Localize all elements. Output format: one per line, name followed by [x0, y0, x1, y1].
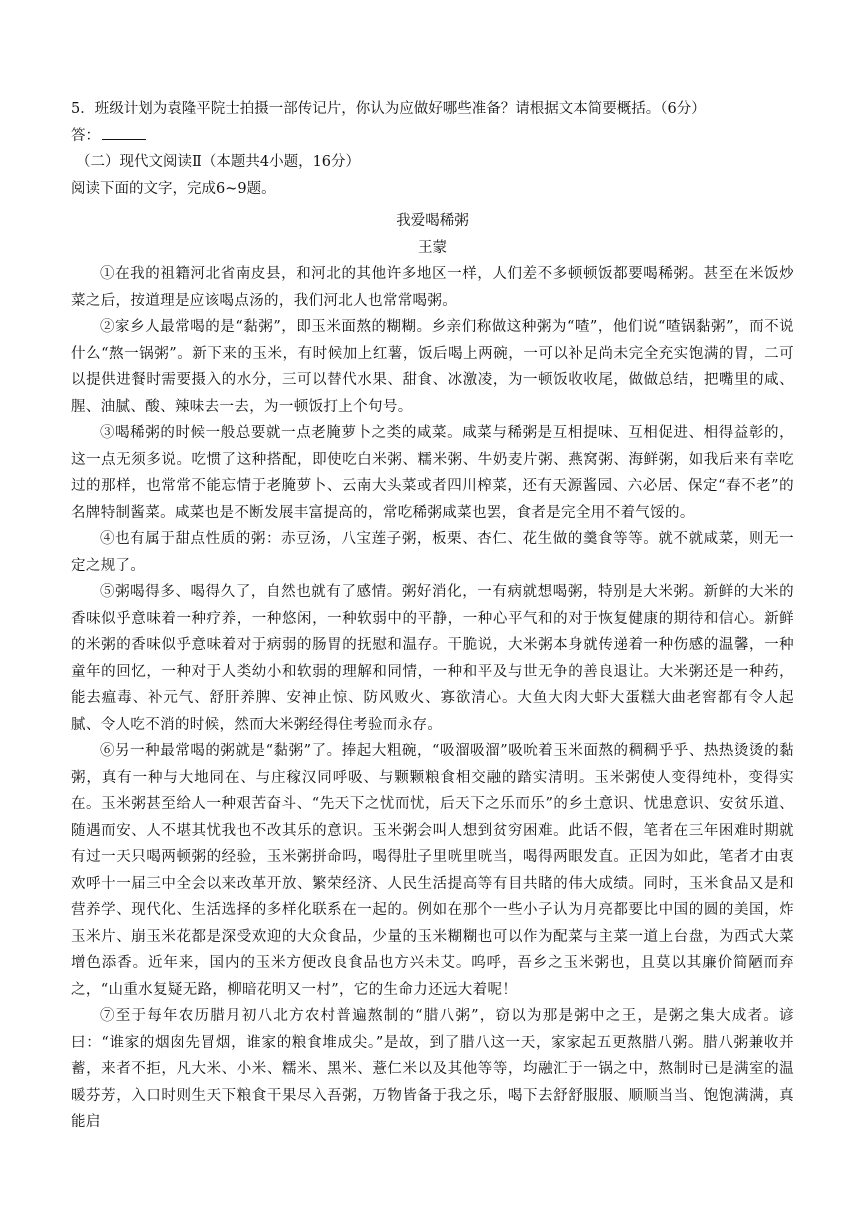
question-5: 5．班级计划为袁隆平院士拍摄一部传记片，你认为应做好哪些准备？请根据文本简要概括。（6分）: [71, 101, 706, 117]
paragraph-5: ⑤粥喝得多、喝得久了，自然也就有了感情。粥好消化，一有病就想喝粥，特别是大米粥。新鲜的大米的香味似乎意味着一种疗养，一种悠闲，一种软弱中的平静，一种心平气和的对于恢复健康的期待和信心。新鲜的米粥的香味似乎意味着对于病弱的肠胃的抚慰和温存。干脆说，大米粥本身就传递着一种伤感的温馨，一种童年的回忆，一种对于人类幼小和软弱的理解和同情，一种和平及与世无争的善良退让。大米粥还是一种药，能去瘟毒、补元气、舒肝养脾、安神止惊、防风败火、寡欲清心。大鱼大肉大虾大蛋糕大曲老窖都有令人起腻、令人吃不消的时候，然而大米粥经得住考验而永存。: [71, 584, 794, 733]
answer-label: 答：: [71, 127, 100, 144]
paragraph-2: ②家乡人最常喝的是“黏粥”，即玉米面熬的糊糊。乡亲们称做这种粥为“喳”，他们说“喳锅黏粥”，而不说什么“熬一锅粥”。新下来的玉米，有时候加上红薯，饭后喝上两碗，一可以补足尚未完全充实饱满的胃，二可以提供进餐时需要摄入的水分，三可以替代水果、甜食、冰激凌，为一顿饭收收尾，做做总结，把嘴里的咸、腥、油腻、酸、辣味去一去，为一顿饭打上个句号。: [71, 319, 794, 415]
article-title: 我爱喝稀粥: [396, 213, 469, 229]
article-author: 王蒙: [418, 239, 447, 256]
paragraph-6: ⑥另一种最常喝的粥就是“黏粥”了。捧起大粗碗，“吸溜吸溜”吸吮着玉米面熬的稠稠乎乎、热热烫烫的黏粥，真有一种与大地同在、与庄稼汉同呼吸、与颗颗粮食相交融的踏实清明。玉米粥使人变得纯朴，变得实在。玉米粥甚至给人一种艰苦奋斗、“先天下之忧而忧，后天下之乐而乐”的乡土意识、忧患意识、安贫乐道、随遇而安、人不堪其忧我也不改其乐的意识。玉米粥会叫人想到贫穷困难。此话不假，笔者在三年困难时期就有过一天只喝两顿粥的经验，玉米粥拼命吗，喝得肚子里咣里咣当，喝得两眼发直。正因为如此，笔者才由衷欢呼十一届三中全会以来改革开放、繁荣经济、人民生活提高等有目共睹的伟大成绩。同时，玉米食品又是和营养学、现代化、生活选择的多样化联系在一起的。例如在那个一些小子认为月亮都要比中国的圆的美国，炸玉米片、崩玉米花都是深受欢迎的大众食品，少量的玉米糊糊也可以作为配菜与主菜一道上台盘，为西式大菜增色添香。近年来，国内的玉米方便改良食品也方兴未艾。呜呼，吾乡之玉米粥也，且莫以其廉价简陋而弃之，“山重水复疑无路，柳暗花明又一村”，它的生命力还远大着呢！: [71, 743, 794, 998]
answer-blank[interactable]: [102, 124, 146, 140]
section-heading: （二）现代文阅读Ⅱ（本题共4小题，16分）: [76, 154, 361, 170]
reading-instruction: 阅读下面的文字，完成6~9题。: [71, 180, 276, 197]
paragraph-4: ④也有属于甜点性质的粥：赤豆汤，八宝莲子粥，板栗、杏仁、花生做的羹食等等。就不就咸菜，则无一定之规了。: [71, 531, 794, 574]
paragraph-7: ⑦至于每年农历腊月初八北方农村普遍熬制的“腊八粥”，窃以为那是粥中之王，是粥之集大成者。谚曰：“谁家的烟囱先冒烟，谁家的粮食堆成尖。”是故，到了腊八这一天，家家起五更熬腊八粥。腊八粥兼收并蓄，来者不拒，凡大米、小米、糯米、黑米、薏仁米以及其他等等，均融汇于一锅之中，熬制时已是满室的温暖芬芳，入口时则生天下粮食干果尽入吾粥，万物皆备于我之乐，喝下去舒舒服服、顺顺当当、饱饱满满，真能启: [71, 1008, 794, 1130]
paragraph-1: ①在我的祖籍河北省南皮县，和河北的其他许多地区一样，人们差不多顿顿饭都要喝稀粥。甚至在米饭炒菜之后，按道理是应该喝点汤的，我们河北人也常常喝粥。: [71, 266, 794, 309]
paragraph-3: ③喝稀粥的时候一般总要就一点老腌萝卜之类的咸菜。咸菜与稀粥是互相提味、互相促进、相得益彰的，这一点无须多说。吃惯了这种搭配，即使吃白米粥、糯米粥、牛奶麦片粥、燕窝粥、海鲜粥，如我后来有幸吃过的那样，也常常不能忘情于老腌萝卜、云南大头菜或者四川榨菜，还有天源酱园、六必居、保定“春不老”的名牌特制酱菜。咸菜也是不断发展丰富提高的，常吃稀粥咸菜也罢，食者是完全用不着气馁的。: [71, 425, 794, 521]
answer-line: [71, 123, 794, 150]
article-body: [71, 261, 794, 1136]
